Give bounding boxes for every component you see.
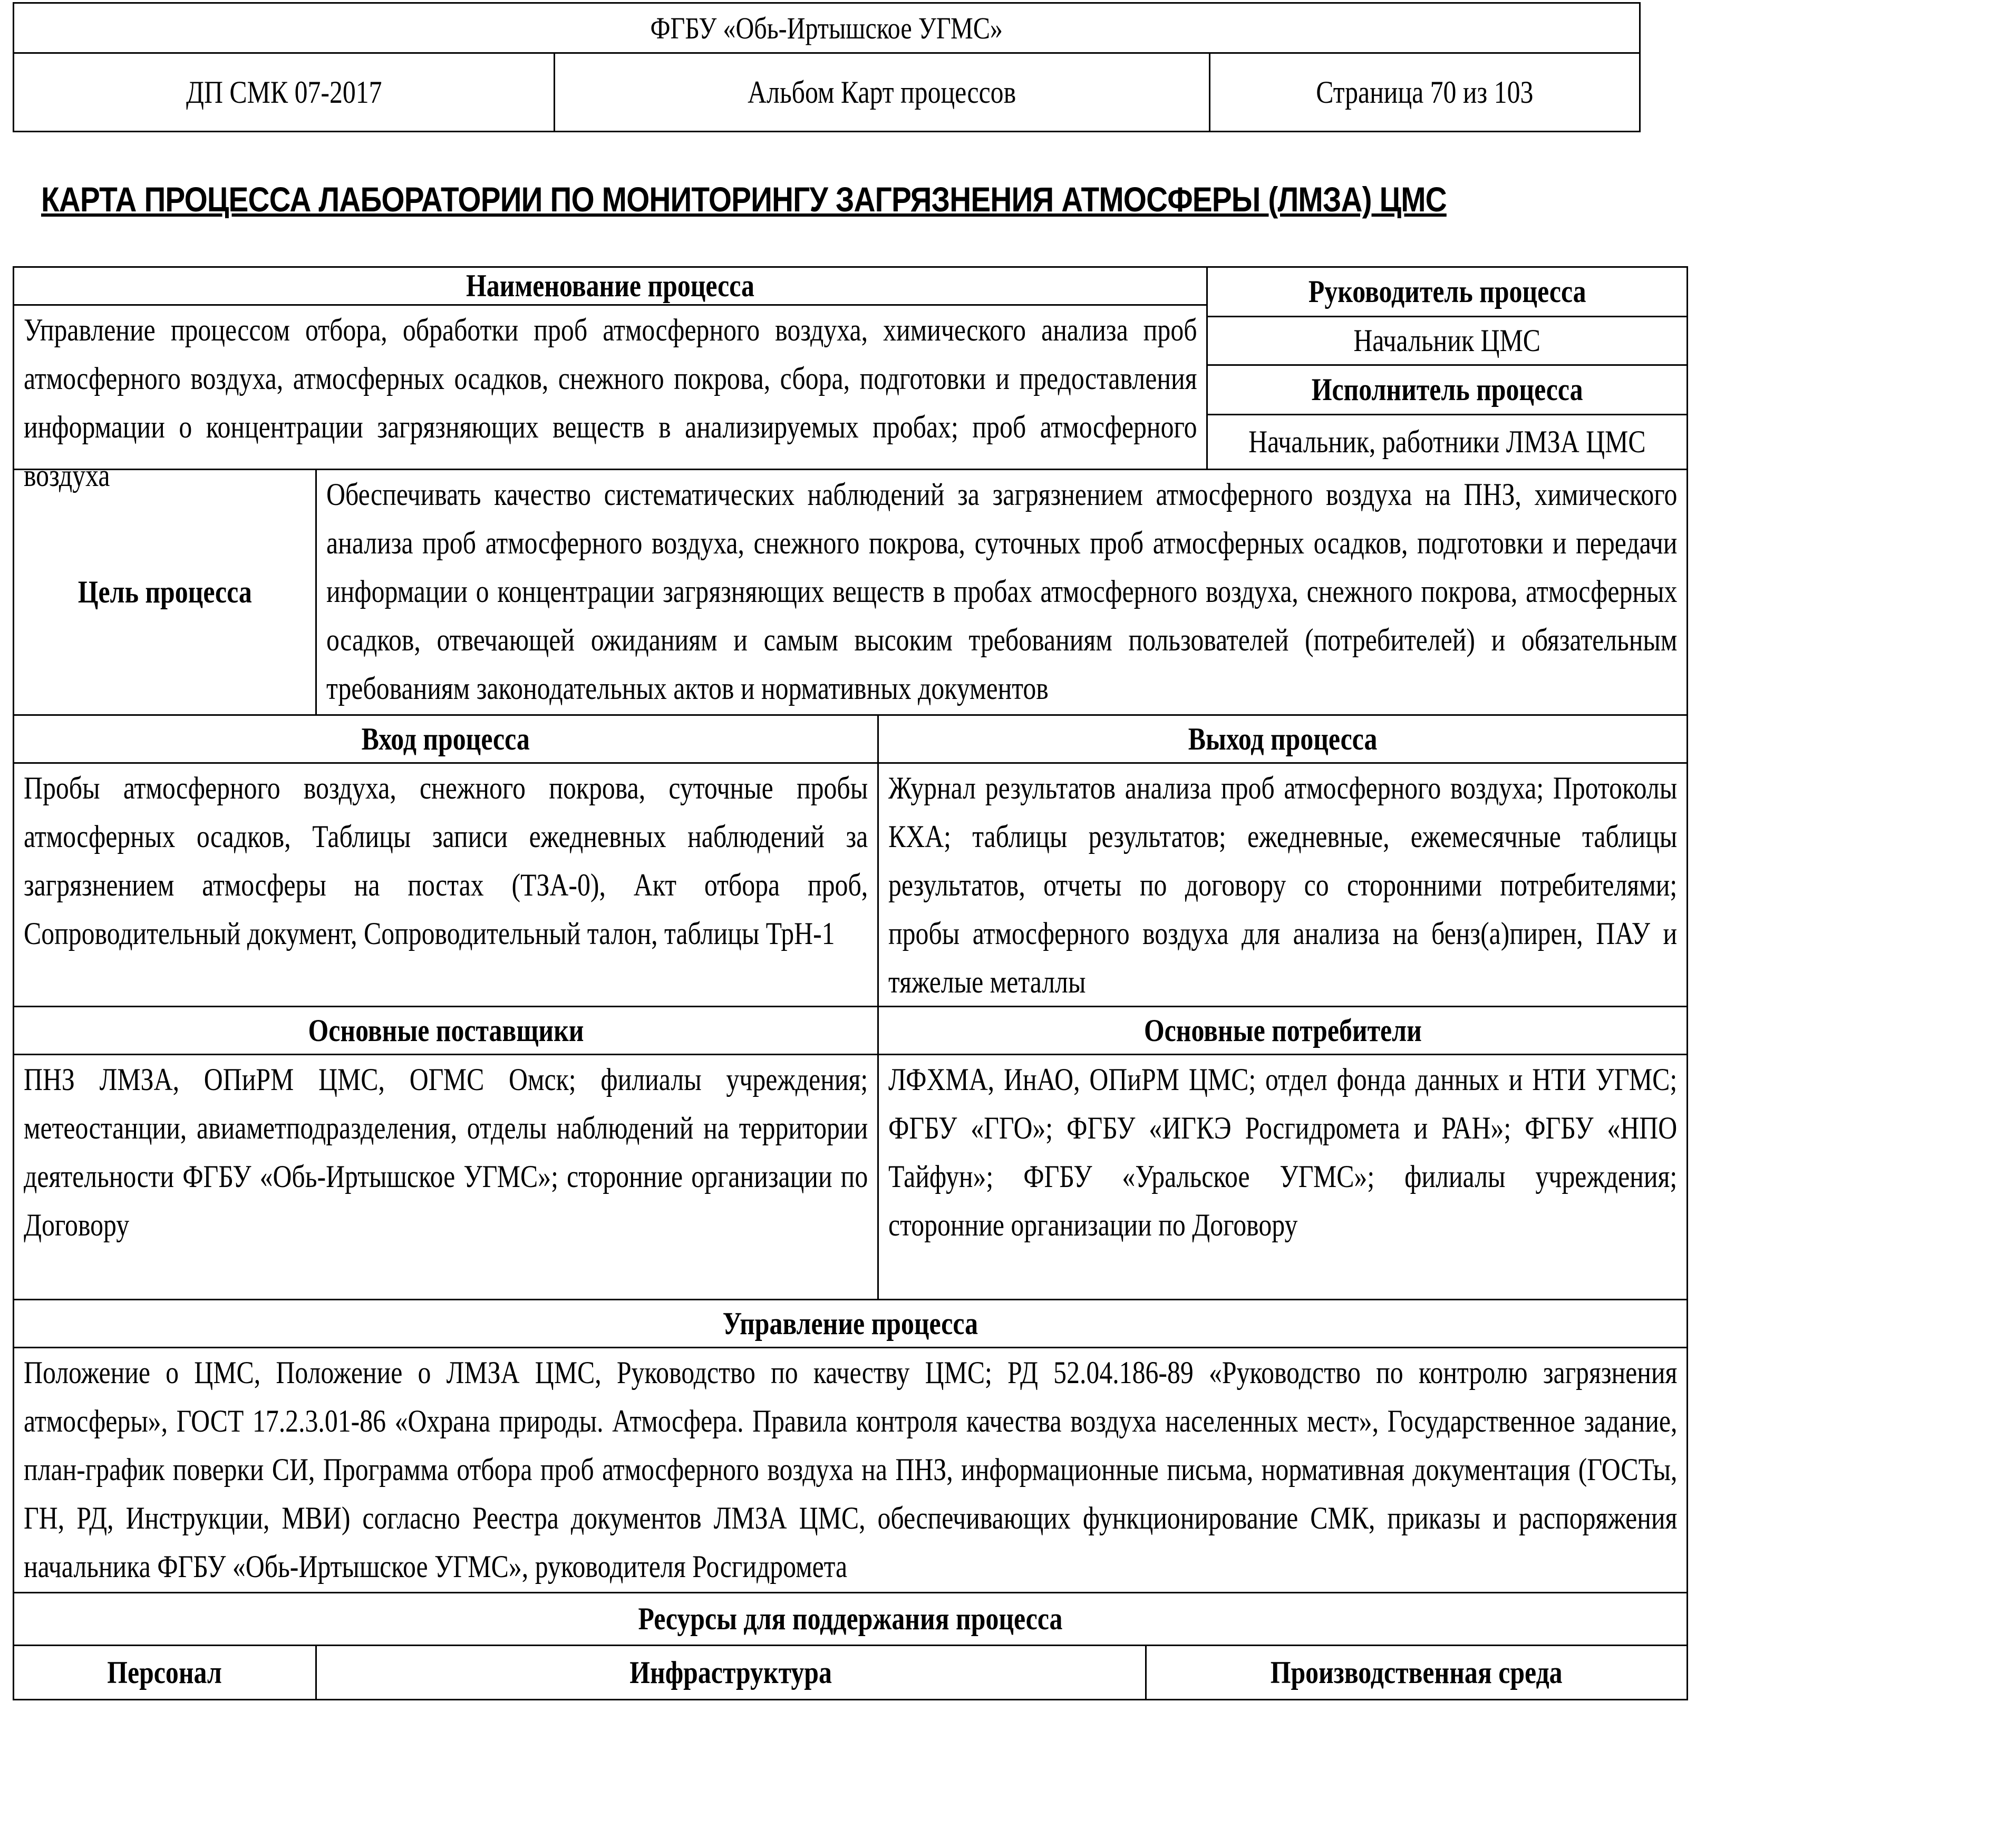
environment-header [1147, 1646, 1687, 1699]
album-name [555, 54, 1210, 131]
album-name-text: Альбом Карт процессов [748, 74, 1016, 110]
doc-code [14, 54, 555, 131]
leader-value [1208, 317, 1687, 366]
resources-header [14, 1593, 1687, 1645]
suppliers-header-text: Основные поставщики [308, 1013, 584, 1048]
input-value: Пробы атмосферного воздуха, снежного покрова, суточные пробы атмосферных осадков, Таблицы записи ежедневных наблюдений за загрязнением атмосферы на постах (ТЗА-0), Акт отбора проб, Сопроводительный документ, Сопроводительный талон, таблицы ТрН-1 [24, 771, 868, 951]
leader-header [1208, 268, 1687, 317]
output-header-text: Выход процесса [1188, 721, 1378, 756]
process-name-header-text: Наименование процесса [466, 268, 755, 303]
personnel-header [14, 1646, 317, 1699]
output-value: Журнал результатов анализа проб атмосферного воздуха; Протоколы КХА; таблицы результатов; ежедневные, ежемесячные таблицы результатов, отчеты по договору со сторонними потребителями; пробы атмосферного воздуха для анализа на бенз(а)пирен, ПАУ и тяжелые металлы [888, 771, 1678, 999]
organization-name [14, 4, 1639, 54]
process-roles-block [1208, 268, 1687, 469]
parties-header-row [14, 1007, 1687, 1055]
document-header [13, 2, 1641, 132]
goal-label [14, 470, 317, 714]
process-name-row [14, 268, 1687, 493]
management-header-text: Управление процесса [722, 1306, 978, 1341]
parties-content-row [14, 1055, 1687, 1300]
input-header [14, 716, 879, 762]
executor-value [1208, 415, 1687, 469]
resources-header-row [14, 1593, 1687, 1646]
io-content-row [14, 764, 1687, 1007]
process-map-table [13, 266, 1688, 1700]
organization-name-text: ФГБУ «Обь-Иртышское УГМС» [650, 11, 1003, 45]
personnel-header-text: Персонал [107, 1655, 222, 1690]
input-text [14, 764, 879, 1006]
page-number-text: Страница 70 из 103 [1316, 74, 1534, 110]
page-number [1210, 54, 1639, 131]
suppliers-text [14, 1055, 879, 1299]
executor-header-text: Исполнитель процесса [1311, 372, 1583, 407]
goal-value: Обеспечивать качество систематических наблюдений за загрязнением атмосферного воздуха на ПНЗ, химического анализа проб атмосферного воздуха, снежного покрова, суточных проб атмосферных осадков, подготовки и передачи информации о концентрации загрязняющих веществ в пробах атмосферного воздуха, снежного покрова, атмосферных осадков, отвечающей ожиданиям и самым высоким требованиям пользователей (потребителей) и обязательным требованиям законодательных актов и нормативных документов [326, 477, 1678, 706]
goal-label-text: Цель процесса [77, 575, 252, 609]
infrastructure-header-text: Инфраструктура [629, 1655, 832, 1690]
environment-header-text: Производственная среда [1271, 1655, 1563, 1690]
resources-columns-row [14, 1646, 1687, 1699]
goal-text [317, 470, 1687, 714]
consumers-header [879, 1007, 1687, 1054]
management-text [14, 1348, 1687, 1592]
process-name-block [14, 268, 1208, 493]
management-content-row [14, 1348, 1687, 1593]
process-name-value: Управление процессом отбора, обработки проб атмосферного воздуха, химического анализа проб атмосферного воздуха, атмосферных осадков, снежного покрова, сбора, подготовки и предоставления информации о концентрации загрязняющих веществ в анализируемых пробах; проб атмосферного воздуха [24, 313, 1197, 493]
management-header-row [14, 1300, 1687, 1348]
doc-code-text: ДП СМК 07-2017 [186, 74, 382, 110]
infrastructure-header [317, 1646, 1147, 1699]
output-text [879, 764, 1687, 1006]
consumers-value: ЛФХМА, ИнАО, ОПиРМ ЦМС; отдел фонда данных и НТИ УГМС; ФГБУ «ГГО»; ФГБУ «ИГКЭ Росгидромета и РАН»; ФГБУ «НПО Тайфун»; ФГБУ «Уральское УГМС»; филиалы учреждения; сторонние организации по Договору [888, 1062, 1678, 1242]
suppliers-value: ПНЗ ЛМЗА, ОПиРМ ЦМС, ОГМС Омск; филиалы учреждения; метеостанции, авиаметподразделения, отделы наблюдений на территории деятельности ФГБУ «Обь-Иртышское УГМС»; сторонние организации по Договору [24, 1062, 868, 1242]
header-info-row [14, 54, 1639, 131]
resources-header-text: Ресурсы для поддержания процесса [638, 1601, 1063, 1636]
page-title: КАРТА ПРОЦЕССА ЛАБОРАТОРИИ ПО МОНИТОРИНГУ ЗАГРЯЗНЕНИЯ АТМОСФЕРЫ (ЛМЗА) ЦМС [41, 180, 1447, 219]
consumers-text [879, 1055, 1687, 1299]
input-header-text: Вход процесса [361, 721, 530, 756]
suppliers-header [14, 1007, 879, 1054]
executor-value-text: Начальник, работники ЛМЗА ЦМС [1248, 424, 1646, 459]
leader-header-text: Руководитель процесса [1308, 274, 1586, 309]
leader-value-text: Начальник ЦМС [1353, 323, 1541, 358]
io-header-row [14, 716, 1687, 764]
goal-row [14, 470, 1687, 716]
consumers-header-text: Основные потребители [1143, 1013, 1422, 1048]
executor-header [1208, 366, 1687, 415]
management-value: Положение о ЦМС, Положение о ЛМЗА ЦМС, Руководство по качеству ЦМС; РД 52.04.186-89 «Руководство по контролю загрязнения атмосферы», ГОСТ 17.2.3.01-86 «Охрана природы. Атмосфера. Правила контроля качества воздуха населенных мест», Государственное задание, план-график поверки СИ, Программа отбора проб атмосферного воздуха на ПНЗ, информационные письма, нормативная документация (ГОСТы, ГН, РД, Инструкции, МВИ) согласно Реестра документов ЛМЗА ЦМС, обеспечивающих функционирование СМК, приказы и распоряжения начальника ФГБУ «Обь-Иртышское УГМС», руководителя Росгидромета [24, 1355, 1678, 1584]
output-header [879, 716, 1687, 762]
management-header [14, 1300, 1687, 1347]
process-name-header [14, 268, 1206, 306]
